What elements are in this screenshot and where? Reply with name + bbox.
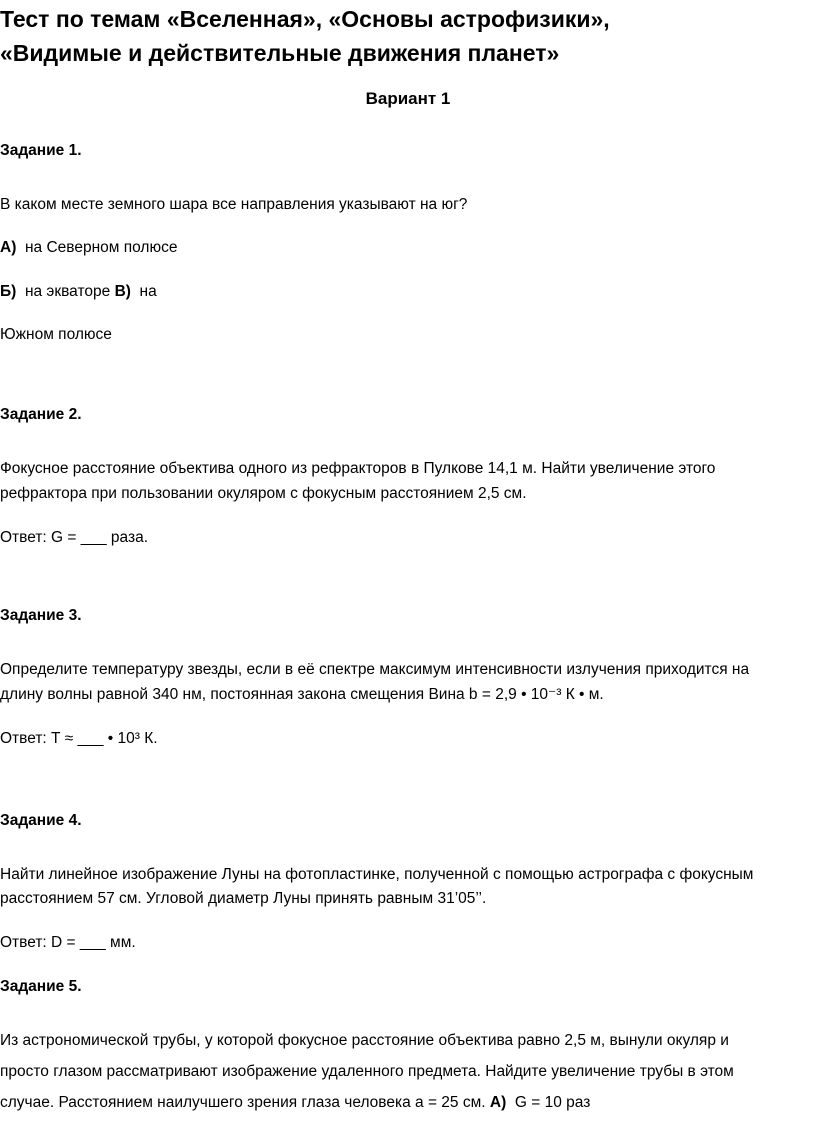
task-4-question-line-2: расстоянием 57 см. Угловой диаметр Луны принять равным 31’05’’. bbox=[0, 890, 487, 907]
task-3-question-line-1: Определите температуру звезды, если в её спектре максимум интенсивности излучения приходится на bbox=[0, 661, 750, 678]
option-a-text: на Северном полюсе bbox=[24, 239, 178, 256]
task-2-answer: Ответ: G = ___ раза. bbox=[0, 529, 149, 546]
task-2-question-line-1: Фокусное расстояние объектива одного из рефракторов в Пулкове 14,1 м. Найти увеличение этого bbox=[0, 460, 716, 477]
task-3-answer: Ответ: Т ≈ ___ • 10³ К. bbox=[0, 730, 158, 747]
option-c-label: В) bbox=[114, 283, 131, 300]
task-4-question-line-1: Найти линейное изображение Луны на фотопластинке, полученной с помощью астрографа с фокусным bbox=[0, 866, 754, 883]
task-5-option-a-text: G = 10 раз bbox=[514, 1094, 591, 1111]
title-line-1: Тест по темам «Вселенная», «Основы астрофизики», bbox=[0, 6, 610, 32]
task-5-question-line-3 bbox=[0, 1091, 590, 1115]
task-5-heading: Задание 5. bbox=[0, 978, 82, 995]
task-5-question-line-2: просто глазом рассматривают изображение удаленного предмета. Найдите увеличение трубы в этом bbox=[0, 1063, 734, 1080]
task-5-question-line-1: Из астрономической трубы, у которой фокусное расстояние объектива равно 2,5 м, вынули окуляр и bbox=[0, 1032, 729, 1049]
option-b-label: Б) bbox=[0, 283, 17, 300]
task-3-question-line-2: длину волны равной 340 нм, постоянная закона смещения Вина b = 2,9 • 10⁻³ К • м. bbox=[0, 686, 604, 703]
task-1-question: В каком месте земного шара все направления указывают на юг? bbox=[0, 196, 468, 213]
task-5-question-text: случае. Расстоянием наилучшего зрения глаза человека а = 25 см. bbox=[0, 1094, 486, 1111]
task-4-answer: Ответ: D = ___ мм. bbox=[0, 934, 136, 951]
task-3-heading: Задание 3. bbox=[0, 607, 82, 624]
task-1-option-b bbox=[0, 280, 157, 304]
task-1-option-c-continued: Южном полюсе bbox=[0, 326, 112, 343]
task-2-heading: Задание 2. bbox=[0, 406, 82, 423]
task-5-option-a-label: А) bbox=[489, 1094, 507, 1111]
title-line-2: «Видимые и действительные движения планет» bbox=[0, 40, 560, 66]
option-a-label: А) bbox=[0, 239, 17, 256]
document-title bbox=[0, 2, 800, 70]
task-1-option-a bbox=[0, 236, 177, 260]
option-c-text-part1: на bbox=[139, 283, 157, 300]
task-4-heading: Задание 4. bbox=[0, 812, 82, 829]
task-2-question-line-2: рефрактора при пользовании окуляром с фокусным расстоянием 2,5 см. bbox=[0, 485, 527, 502]
option-b-text: на экваторе bbox=[24, 283, 111, 300]
variant-heading: Вариант 1 bbox=[365, 89, 451, 108]
task-1-heading: Задание 1. bbox=[0, 142, 82, 159]
